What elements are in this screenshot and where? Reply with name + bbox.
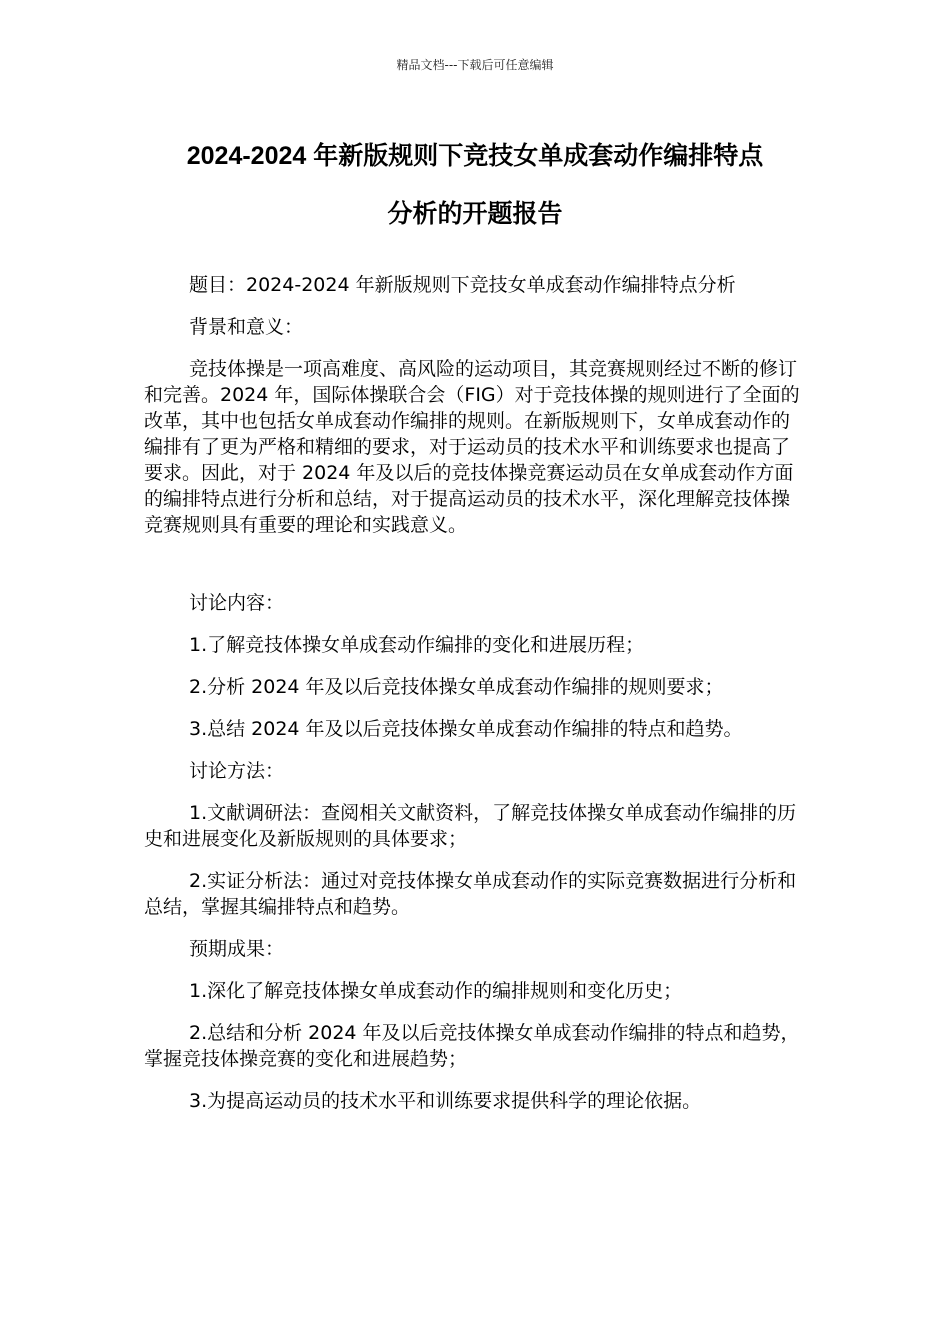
results-item-2: 2.总结和分析 2024 年及以后竞技体操女单成套动作编排的特点和趋势，掌握竞技体操竞赛的变化和进展趋势； — [144, 1022, 800, 1070]
discussion-heading: 讨论内容： — [189, 592, 285, 614]
background-heading: 背景和意义： — [189, 316, 304, 338]
background-paragraph: 竞技体操是一项高难度、高风险的运动项目，其竞赛规则经过不断的修订和完善。2024 年，国际体操联合会（FIG）对于竞技体操的规则进行了全面的改革，其中也包括女单成套动作编排的规则。在新版规则下，女单成套动作的编排有了更为严格和精细的要求，对于运动员的技术水平和训练要求也提高了要求。因此，对于 2024 年及以后的竞技体操竞赛运动员在女单成套动作方面的编排特点进行分析和总结，对于提高运动员的技术水平，深化理解竞技体操竞赛规则具有重要的理论和实践意义。 — [144, 358, 800, 536]
document-title-line-1: 2024-2024 年新版规则下竞技女单成套动作编排特点 — [186, 142, 764, 170]
discussion-item-3: 3.总结 2024 年及以后竞技体操女单成套动作编排的特点和趋势。 — [189, 718, 743, 740]
results-item-3: 3.为提高运动员的技术水平和训练要求提供科学的理论依据。 — [189, 1090, 702, 1112]
method-item-2: 2.实证分析法：通过对竞技体操女单成套动作的实际竞赛数据进行分析和总结，掌握其编排特点和趋势。 — [144, 870, 797, 918]
document-title-line-2: 分析的开题报告 — [387, 200, 563, 228]
topic-line: 题目：2024-2024 年新版规则下竞技女单成套动作编排特点分析 — [189, 274, 736, 296]
header-note: 精品文档---下载后可任意编辑 — [396, 58, 554, 72]
method-heading: 讨论方法： — [189, 760, 285, 782]
discussion-item-1: 1.了解竞技体操女单成套动作编排的变化和进展历程； — [189, 634, 645, 656]
method-item-1: 1.文献调研法：查阅相关文献资料，了解竞技体操女单成套动作编排的历史和进展变化及新版规则的具体要求； — [144, 802, 797, 850]
discussion-item-2: 2.分析 2024 年及以后竞技体操女单成套动作编排的规则要求； — [189, 676, 724, 698]
results-item-1: 1.深化了解竞技体操女单成套动作的编排规则和变化历史； — [189, 980, 683, 1002]
results-heading: 预期成果： — [189, 938, 285, 960]
